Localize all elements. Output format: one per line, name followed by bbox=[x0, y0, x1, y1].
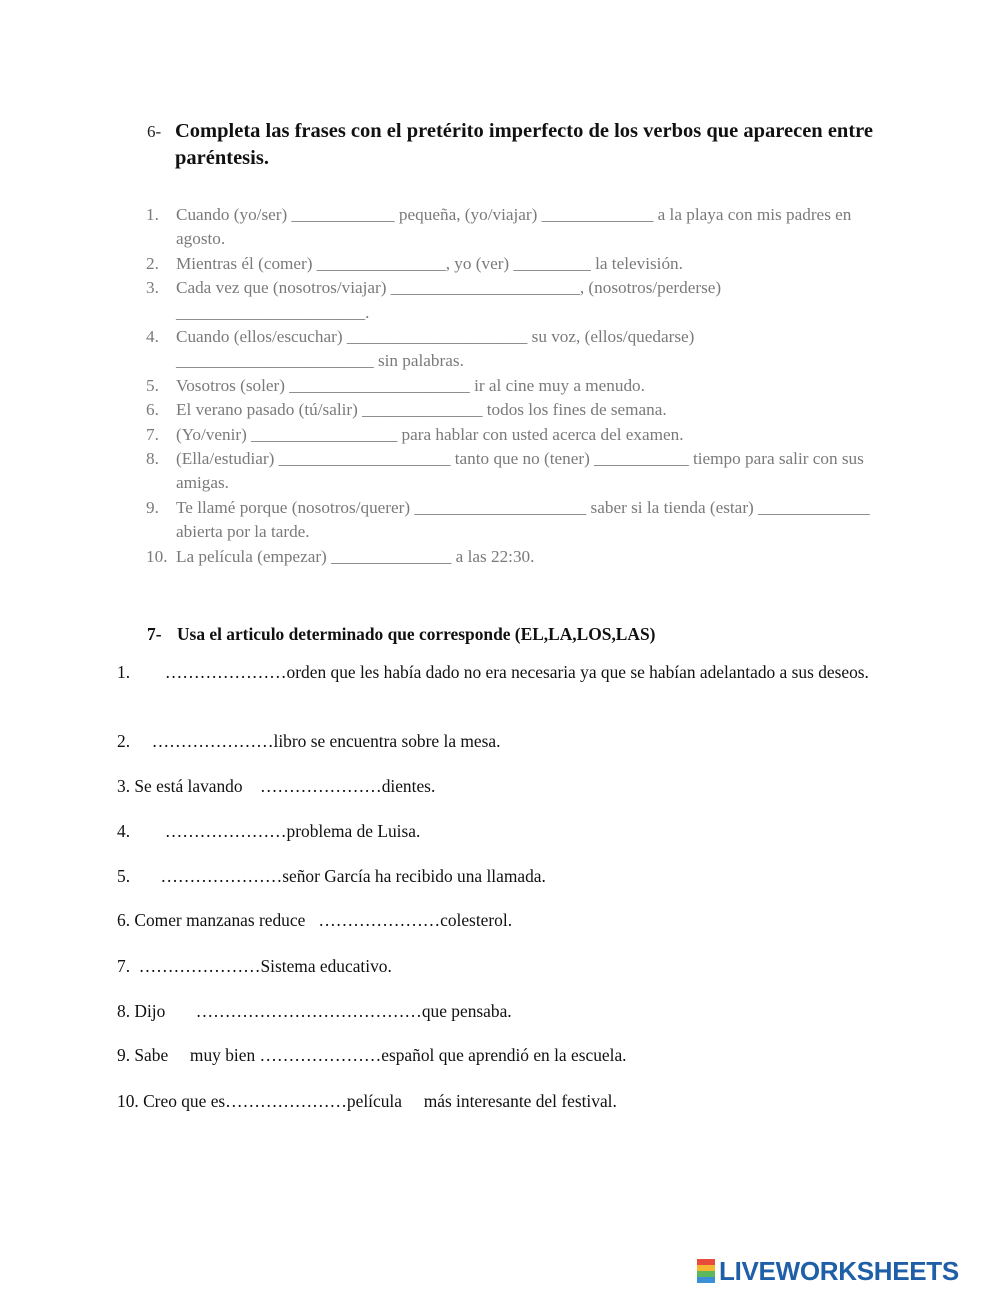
item-number: 10. bbox=[146, 546, 168, 566]
list-item bbox=[146, 423, 886, 447]
list-item: 9. Sabe muy bien …………………español que aprendió en la escuela. bbox=[117, 1045, 627, 1065]
exercise-6-list bbox=[146, 203, 886, 569]
list-item: 5. …………………señor García ha recibido una llamada. bbox=[117, 866, 546, 886]
item-number: 3. bbox=[146, 278, 159, 298]
list-item: 1. …………………orden que les había dado no era necesaria ya que se habían adelantado a sus deseos. bbox=[117, 662, 869, 682]
exercise-7-title: Usa el articulo determinado que corresponde (EL,LA,LOS,LAS) bbox=[177, 624, 656, 644]
logo-text-rest: WORKSHEETS bbox=[775, 1256, 959, 1286]
item-text: Cada vez que (nosotros/viajar) ______________________, (nosotros/perderse) ______________________. bbox=[176, 278, 722, 322]
list-item: 10. Creo que es…………………película más interesante del festival. bbox=[117, 1091, 617, 1111]
badge-segment bbox=[697, 1277, 715, 1283]
item-text: El verano pasado (tú/salir) ______________ todos los fines de semana. bbox=[176, 400, 667, 420]
item-number: 4. bbox=[146, 327, 159, 347]
list-item: 7. …………………Sistema educativo. bbox=[117, 956, 392, 976]
list-item: 2. …………………libro se encuentra sobre la mesa. bbox=[117, 731, 501, 751]
list-item: 3. Se está lavando …………………dientes. bbox=[117, 776, 436, 796]
logo-text-live: LIVE bbox=[719, 1256, 776, 1286]
item-text: (Yo/venir) _________________ para hablar con usted acerca del examen. bbox=[176, 424, 684, 444]
list-item bbox=[146, 545, 886, 569]
item-number: 5. bbox=[146, 375, 159, 395]
item-text: (Ella/estudiar) ____________________ tanto que no (tener) ___________ tiempo para salir con sus amigas. bbox=[176, 449, 864, 493]
logo-text bbox=[719, 1257, 959, 1285]
item-text: Te llamé porque (nosotros/querer) ____________________ saber si la tienda (estar) _____________ abierta por la tarde. bbox=[176, 497, 870, 542]
item-text: Mientras él (comer) _______________, yo (ver) _________ la televisión. bbox=[176, 253, 683, 273]
item-text: Cuando (yo/ser) ____________ pequeña, (yo/viajar) _____________ a la playa con mis padres en agosto. bbox=[176, 205, 852, 249]
item-number: 2. bbox=[146, 253, 159, 273]
item-number: 7. bbox=[146, 424, 159, 444]
list-item: 8. Dijo …………………………………que pensaba. bbox=[117, 1001, 512, 1021]
list-item bbox=[146, 398, 886, 422]
item-number: 8. bbox=[146, 449, 159, 469]
list-item bbox=[146, 496, 886, 545]
list-item: 4. …………………problema de Luisa. bbox=[117, 821, 421, 841]
list-item: 6. Comer manzanas reduce …………………colesterol. bbox=[117, 910, 513, 930]
liveworksheets-logo bbox=[697, 1257, 959, 1285]
logo-badge-icon bbox=[697, 1259, 715, 1283]
list-item bbox=[146, 252, 886, 276]
exercise-6-title: Completa las frases con el pretérito imperfecto de los verbos que aparecen entre paréntesis. bbox=[175, 120, 873, 169]
item-text: Vosotros (soler) _____________________ ir al cine muy a menudo. bbox=[176, 375, 645, 395]
item-text: La película (empezar) ______________ a las 22:30. bbox=[176, 546, 535, 566]
list-item bbox=[146, 203, 886, 252]
list-item bbox=[146, 276, 886, 325]
exercise-6-number: 6- bbox=[147, 122, 162, 141]
list-item bbox=[146, 325, 886, 374]
exercise-6-heading bbox=[147, 118, 907, 172]
list-item bbox=[146, 374, 886, 398]
item-number: 1. bbox=[146, 205, 159, 224]
item-number: 6. bbox=[146, 400, 159, 420]
list-item bbox=[146, 447, 886, 496]
item-number: 9. bbox=[146, 497, 159, 517]
exercise-7-number: 7- bbox=[147, 624, 162, 644]
item-text: Cuando (ellos/escuchar) _____________________ su voz, (ellos/quedarse) _______________________ sin palabras. bbox=[176, 327, 695, 371]
exercise-7-heading bbox=[147, 624, 867, 645]
